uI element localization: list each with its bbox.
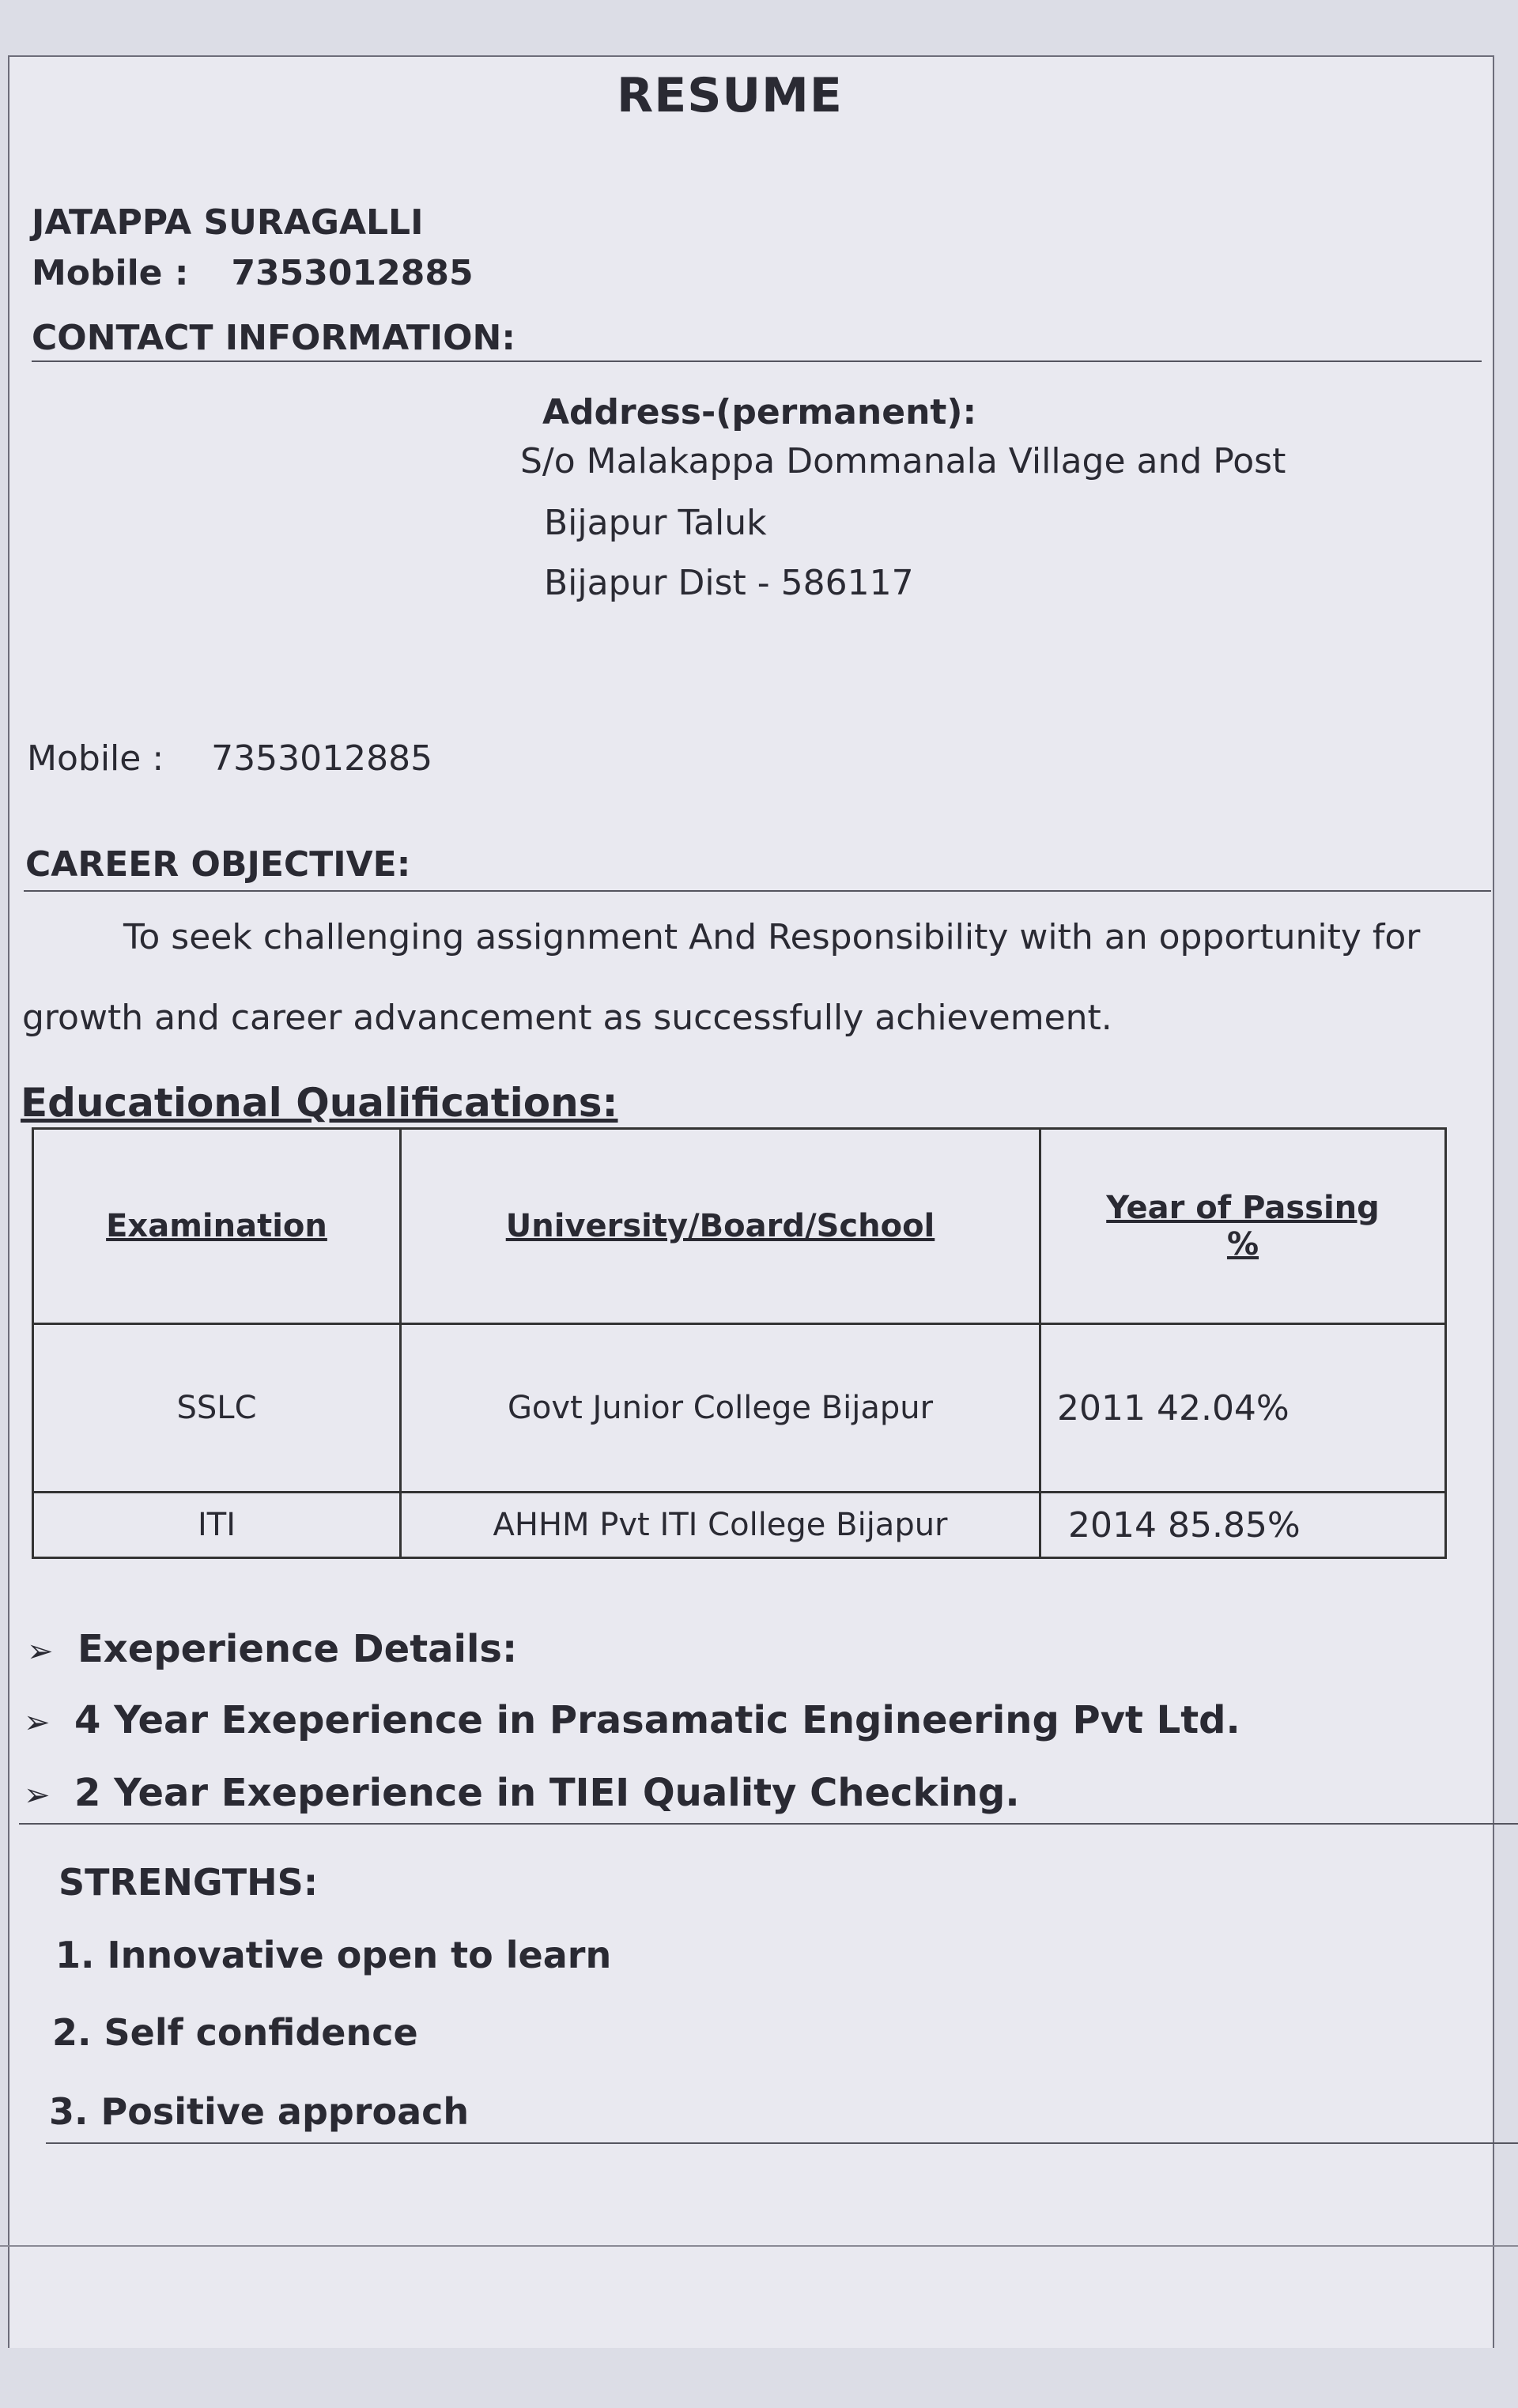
strength-item: 2. Self confidence	[52, 2011, 418, 2054]
school-cell: Govt Junior College Bijapur	[401, 1324, 1040, 1493]
column-examination: Examination	[33, 1129, 401, 1324]
career-heading: CAREER OBJECTIVE:	[25, 844, 411, 885]
header-mobile-number: 7353012885	[231, 253, 474, 293]
exam-cell: SSLC	[33, 1324, 401, 1493]
contact-mobile	[27, 738, 432, 779]
resume-title: RESUME	[617, 68, 843, 123]
table-row	[33, 1493, 1446, 1558]
arrow-bullet-icon: ➢	[24, 1704, 51, 1741]
education-header-row	[33, 1129, 1446, 1324]
experience-item: ➢ Exeperience Details:	[27, 1627, 518, 1671]
address-line-2: Bijapur Taluk	[544, 503, 767, 543]
table-row	[33, 1324, 1446, 1493]
strength-item: 3. Positive approach	[49, 2090, 470, 2133]
strength-item: 1. Innovative open to learn	[55, 1934, 612, 1976]
address-heading: Address-(permanent):	[542, 392, 977, 432]
experience-divider	[19, 1823, 1518, 1825]
header-mobile	[32, 253, 474, 293]
strengths-heading: STRENGTHS:	[59, 1861, 319, 1904]
arrow-bullet-icon: ➢	[24, 1777, 51, 1814]
strengths-divider	[46, 2142, 1518, 2144]
candidate-name: JATAPPA SURAGALLI	[32, 202, 424, 243]
column-year: Year of Passing	[1106, 1190, 1380, 1226]
career-divider	[24, 890, 1491, 892]
column-school: University/Board/School	[401, 1129, 1040, 1324]
education-heading: Educational Qualifications:	[21, 1080, 618, 1126]
experience-item: ➢ 4 Year Exeperience in Prasamatic Engineering Pvt Ltd.	[24, 1698, 1240, 1742]
page-bottom-line	[0, 2245, 1518, 2247]
contact-heading: CONTACT INFORMATION:	[32, 318, 515, 358]
education-table	[32, 1127, 1447, 1559]
column-percent: %	[1226, 1226, 1259, 1263]
year-cell: 2011 42.04%	[1040, 1324, 1446, 1493]
career-text-line-1: To seek challenging assignment And Responsibility with an opportunity for	[123, 917, 1421, 957]
career-text-line-2: growth and career advancement as successfully achievement.	[22, 998, 1112, 1038]
arrow-bullet-icon: ➢	[27, 1633, 54, 1670]
contact-mobile-number: 7353012885	[211, 738, 433, 779]
contact-mobile-label: Mobile :	[27, 738, 164, 779]
address-line-1: S/o Malakappa Dommanala Village and Post	[520, 441, 1286, 481]
experience-item: ➢ 2 Year Exeperience in TIEI Quality Checking.	[24, 1771, 1020, 1815]
exam-cell: ITI	[33, 1493, 401, 1558]
contact-divider	[32, 360, 1482, 362]
year-cell: 2014 85.85%	[1040, 1493, 1446, 1558]
header-mobile-label: Mobile :	[32, 253, 189, 293]
address-line-3: Bijapur Dist - 586117	[544, 563, 914, 603]
school-cell: AHHM Pvt ITI College Bijapur	[401, 1493, 1040, 1558]
column-year-percent	[1040, 1129, 1446, 1324]
